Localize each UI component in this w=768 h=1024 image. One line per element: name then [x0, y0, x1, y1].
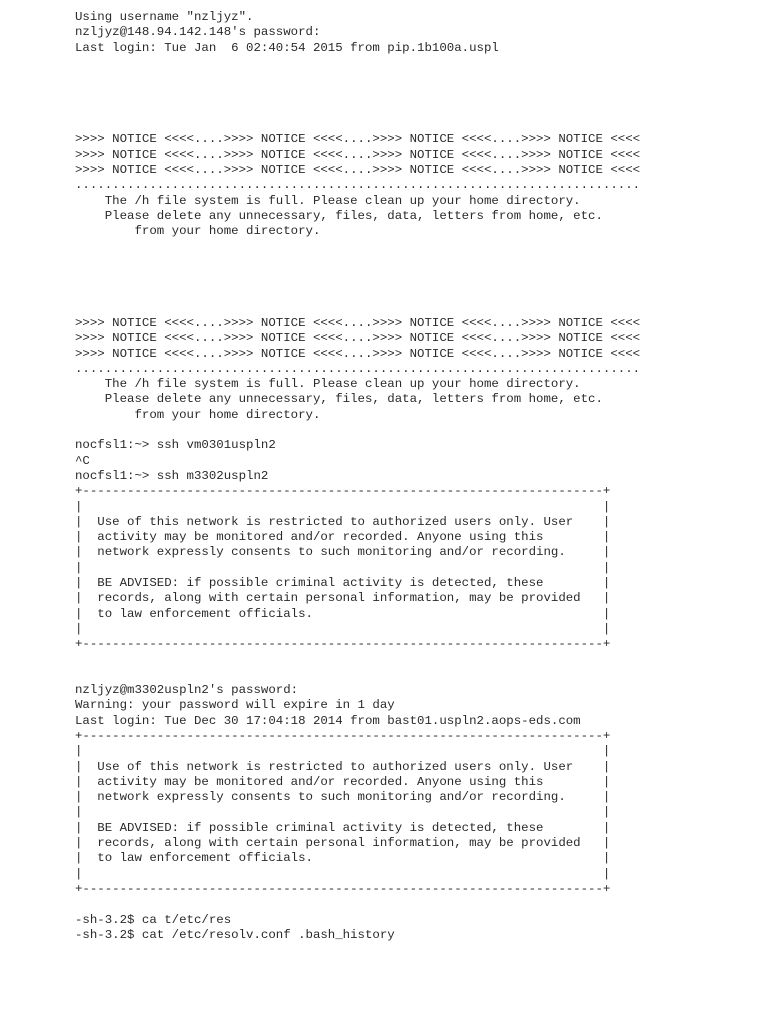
terminal-line: | BE ADVISED: if possible criminal activity is detected, these | [75, 820, 611, 835]
terminal-line: Last login: Tue Dec 30 17:04:18 2014 from bast01.uspln2.aops-eds.com [75, 713, 581, 728]
terminal-line: +----------------------------------------------------------------------+ [75, 728, 611, 743]
terminal-line: >>>> NOTICE <<<<....>>>> NOTICE <<<<....>>>> NOTICE <<<<....>>>> NOTICE <<<< [75, 132, 641, 147]
terminal-line: Please delete any unnecessary, files, data, letters from home, etc. [75, 392, 603, 407]
terminal-line: -sh-3.2$ ca t/etc/res [75, 912, 232, 927]
terminal-line: ............................................................................ [75, 178, 641, 193]
terminal-line: ^C [75, 453, 90, 468]
terminal-line: | Use of this network is restricted to authorized users only. User | [75, 514, 611, 529]
terminal-line [75, 270, 755, 285]
terminal-line [75, 117, 755, 132]
terminal-line: Warning: your password will expire in 1 day [75, 698, 395, 713]
terminal-line: >>>> NOTICE <<<<....>>>> NOTICE <<<<....>>>> NOTICE <<<<....>>>> NOTICE <<<< [75, 315, 641, 330]
terminal-line: | network expressly consents to such monitoring and/or recording. | [75, 790, 611, 805]
terminal-line: ............................................................................ [75, 361, 641, 376]
terminal-line [75, 668, 755, 683]
terminal-output[interactable] [75, 10, 755, 943]
terminal-line: +----------------------------------------------------------------------+ [75, 637, 611, 652]
terminal-line [75, 71, 755, 86]
terminal-line: Using username "nzljyz". [75, 10, 254, 24]
terminal-line: | | [75, 744, 611, 759]
terminal-line [75, 102, 755, 117]
terminal-line [75, 255, 755, 270]
terminal-line: -sh-3.2$ cat /etc/resolv.conf .bash_history [75, 927, 395, 942]
terminal-line [75, 652, 755, 667]
terminal-line: | | [75, 866, 611, 881]
terminal-line [75, 86, 755, 101]
terminal-line: | | [75, 805, 611, 820]
terminal-line [75, 423, 755, 438]
terminal-line: +----------------------------------------------------------------------+ [75, 881, 611, 896]
terminal-line: >>>> NOTICE <<<<....>>>> NOTICE <<<<....>>>> NOTICE <<<<....>>>> NOTICE <<<< [75, 162, 641, 177]
terminal-line: from your home directory. [75, 407, 321, 422]
terminal-line: | activity may be monitored and/or recorded. Anyone using this | [75, 774, 611, 789]
terminal-line: nzljyz@148.94.142.148's password: [75, 25, 321, 40]
terminal-line [75, 897, 755, 912]
terminal-line: | activity may be monitored and/or recorded. Anyone using this | [75, 530, 611, 545]
terminal-line: | Use of this network is restricted to authorized users only. User | [75, 759, 611, 774]
terminal-line: | network expressly consents to such monitoring and/or recording. | [75, 545, 611, 560]
terminal-line: | | [75, 621, 611, 636]
terminal-line: | to law enforcement officials. | [75, 606, 611, 621]
terminal-line: | | [75, 499, 611, 514]
terminal-line: The /h file system is full. Please clean up your home directory. [75, 193, 581, 208]
terminal-line: The /h file system is full. Please clean up your home directory. [75, 377, 581, 392]
terminal-line [75, 239, 755, 254]
terminal-line: Last login: Tue Jan 6 02:40:54 2015 from pip.1b100a.uspl [75, 40, 499, 55]
terminal-line: >>>> NOTICE <<<<....>>>> NOTICE <<<<....>>>> NOTICE <<<<....>>>> NOTICE <<<< [75, 346, 641, 361]
terminal-line: from your home directory. [75, 224, 321, 239]
terminal-line [75, 285, 755, 300]
terminal-line: >>>> NOTICE <<<<....>>>> NOTICE <<<<....>>>> NOTICE <<<<....>>>> NOTICE <<<< [75, 331, 641, 346]
terminal-line: | | [75, 560, 611, 575]
terminal-line: nocfsl1:~> ssh m3302uspln2 [75, 468, 269, 483]
terminal-line: Please delete any unnecessary, files, data, letters from home, etc. [75, 208, 603, 223]
terminal-line [75, 301, 755, 316]
terminal-line: | BE ADVISED: if possible criminal activity is detected, these | [75, 575, 611, 590]
terminal-line: | records, along with certain personal information, may be provided | [75, 836, 611, 851]
terminal-line: >>>> NOTICE <<<<....>>>> NOTICE <<<<....>>>> NOTICE <<<<....>>>> NOTICE <<<< [75, 147, 641, 162]
terminal-line: nzljyz@m3302uspln2's password: [75, 683, 299, 698]
terminal-line: +----------------------------------------------------------------------+ [75, 484, 611, 499]
terminal-line: | records, along with certain personal information, may be provided | [75, 591, 611, 606]
terminal-line: nocfsl1:~> ssh vm0301uspln2 [75, 438, 276, 453]
terminal-line: | to law enforcement officials. | [75, 851, 611, 866]
terminal-line [75, 56, 755, 71]
